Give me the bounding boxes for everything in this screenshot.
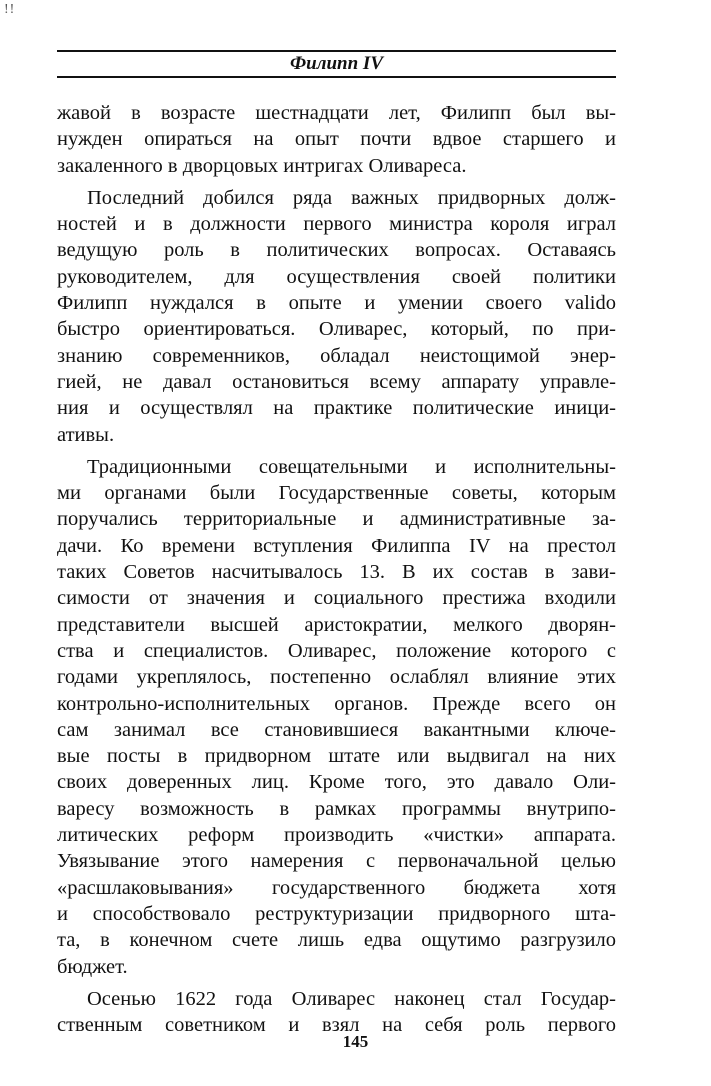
text-line: Осенью 1622 года Оливарес наконец стал Государ- bbox=[87, 987, 616, 1010]
text-line: таких Советов насчитывалось 13. В их состав в зави- bbox=[57, 561, 616, 584]
text-line: Традиционными совещательными и исполнительны- bbox=[87, 455, 616, 478]
page-number: 145 bbox=[342, 1032, 369, 1051]
text-line: и способствовало реструктуризации придворного шта- bbox=[57, 902, 616, 925]
paragraph bbox=[57, 986, 616, 1039]
corner-mark: !! bbox=[4, 2, 16, 17]
text-line: руководителем, для осуществления своей политики bbox=[57, 265, 616, 288]
text-line: Последний добился ряда важных придворных долж- bbox=[87, 186, 616, 209]
text-line: жавой в возрасте шестнадцати лет, Филипп был вы- bbox=[57, 102, 616, 124]
text-line: Увязывание этого намерения с первоначальной целью bbox=[57, 850, 616, 873]
text-line: симости от значения и социального престижа входили bbox=[57, 587, 616, 610]
text-line: гией, не давал остановиться всему аппарату управле- bbox=[57, 370, 616, 393]
paragraph bbox=[57, 454, 616, 980]
text-line: своих доверенных лиц. Кроме того, это давало Оли- bbox=[57, 771, 616, 794]
text-line: закаленного в дворцовых интригах Оливареса. bbox=[57, 154, 467, 177]
text-line: Филипп нуждался в опыте и умении своего valido bbox=[57, 292, 616, 315]
paragraph bbox=[57, 185, 616, 448]
text-line: ства и специалистов. Оливарес, положение которого с bbox=[57, 639, 616, 662]
body-text bbox=[57, 100, 616, 1044]
text-line: ведущую роль в политических вопросах. Оставаясь bbox=[57, 239, 616, 262]
text-line: сам занимал все становившиеся вакантными ключе- bbox=[57, 718, 616, 741]
text-line: бюджет. bbox=[57, 955, 128, 978]
header-rule-bottom bbox=[57, 76, 616, 78]
text-line: нужден опираться на опыт почти вдвое старшего и bbox=[57, 128, 616, 151]
text-line: контрольно-исполнительных органов. Прежде всего он bbox=[57, 692, 616, 715]
text-line: «расшлаковывания» государственного бюджета хотя bbox=[57, 876, 616, 899]
text-line: быстро ориентироваться. Оливарес, который, по при- bbox=[57, 318, 616, 341]
running-head: Филипп IV bbox=[290, 53, 383, 74]
text-line: поручались территориальные и административные за- bbox=[57, 508, 616, 531]
text-line: варесу возможность в рамках программы внутрипо- bbox=[57, 797, 616, 820]
text-line: годами укреплялось, постепенно ослаблял влияние этих bbox=[57, 666, 616, 689]
text-line: дачи. Ко времени вступления Филиппа IV на престол bbox=[57, 534, 616, 557]
text-line: представители высшей аристократии, мелкого дворян- bbox=[57, 613, 616, 636]
text-line: ностей и в должности первого министра короля играл bbox=[57, 213, 616, 236]
page-header bbox=[57, 50, 616, 78]
text-line: знанию современников, обладал неистощимой энер- bbox=[57, 344, 616, 367]
text-line: ственным советником и взял на себя роль первого bbox=[57, 1014, 616, 1037]
text-line: ми органами были Государственные советы, которым bbox=[57, 482, 616, 505]
paragraph bbox=[57, 100, 616, 179]
text-line: ния и осуществлял на практике политические иници- bbox=[57, 397, 616, 420]
text-line: ативы. bbox=[57, 423, 115, 446]
text-line: литических реформ производить «чистки» аппарата. bbox=[57, 824, 616, 847]
text-line: та, в конечном счете лишь едва ощутимо разгрузило bbox=[57, 929, 616, 952]
text-line: вые посты в придворном штате или выдвигал на них bbox=[57, 745, 616, 768]
